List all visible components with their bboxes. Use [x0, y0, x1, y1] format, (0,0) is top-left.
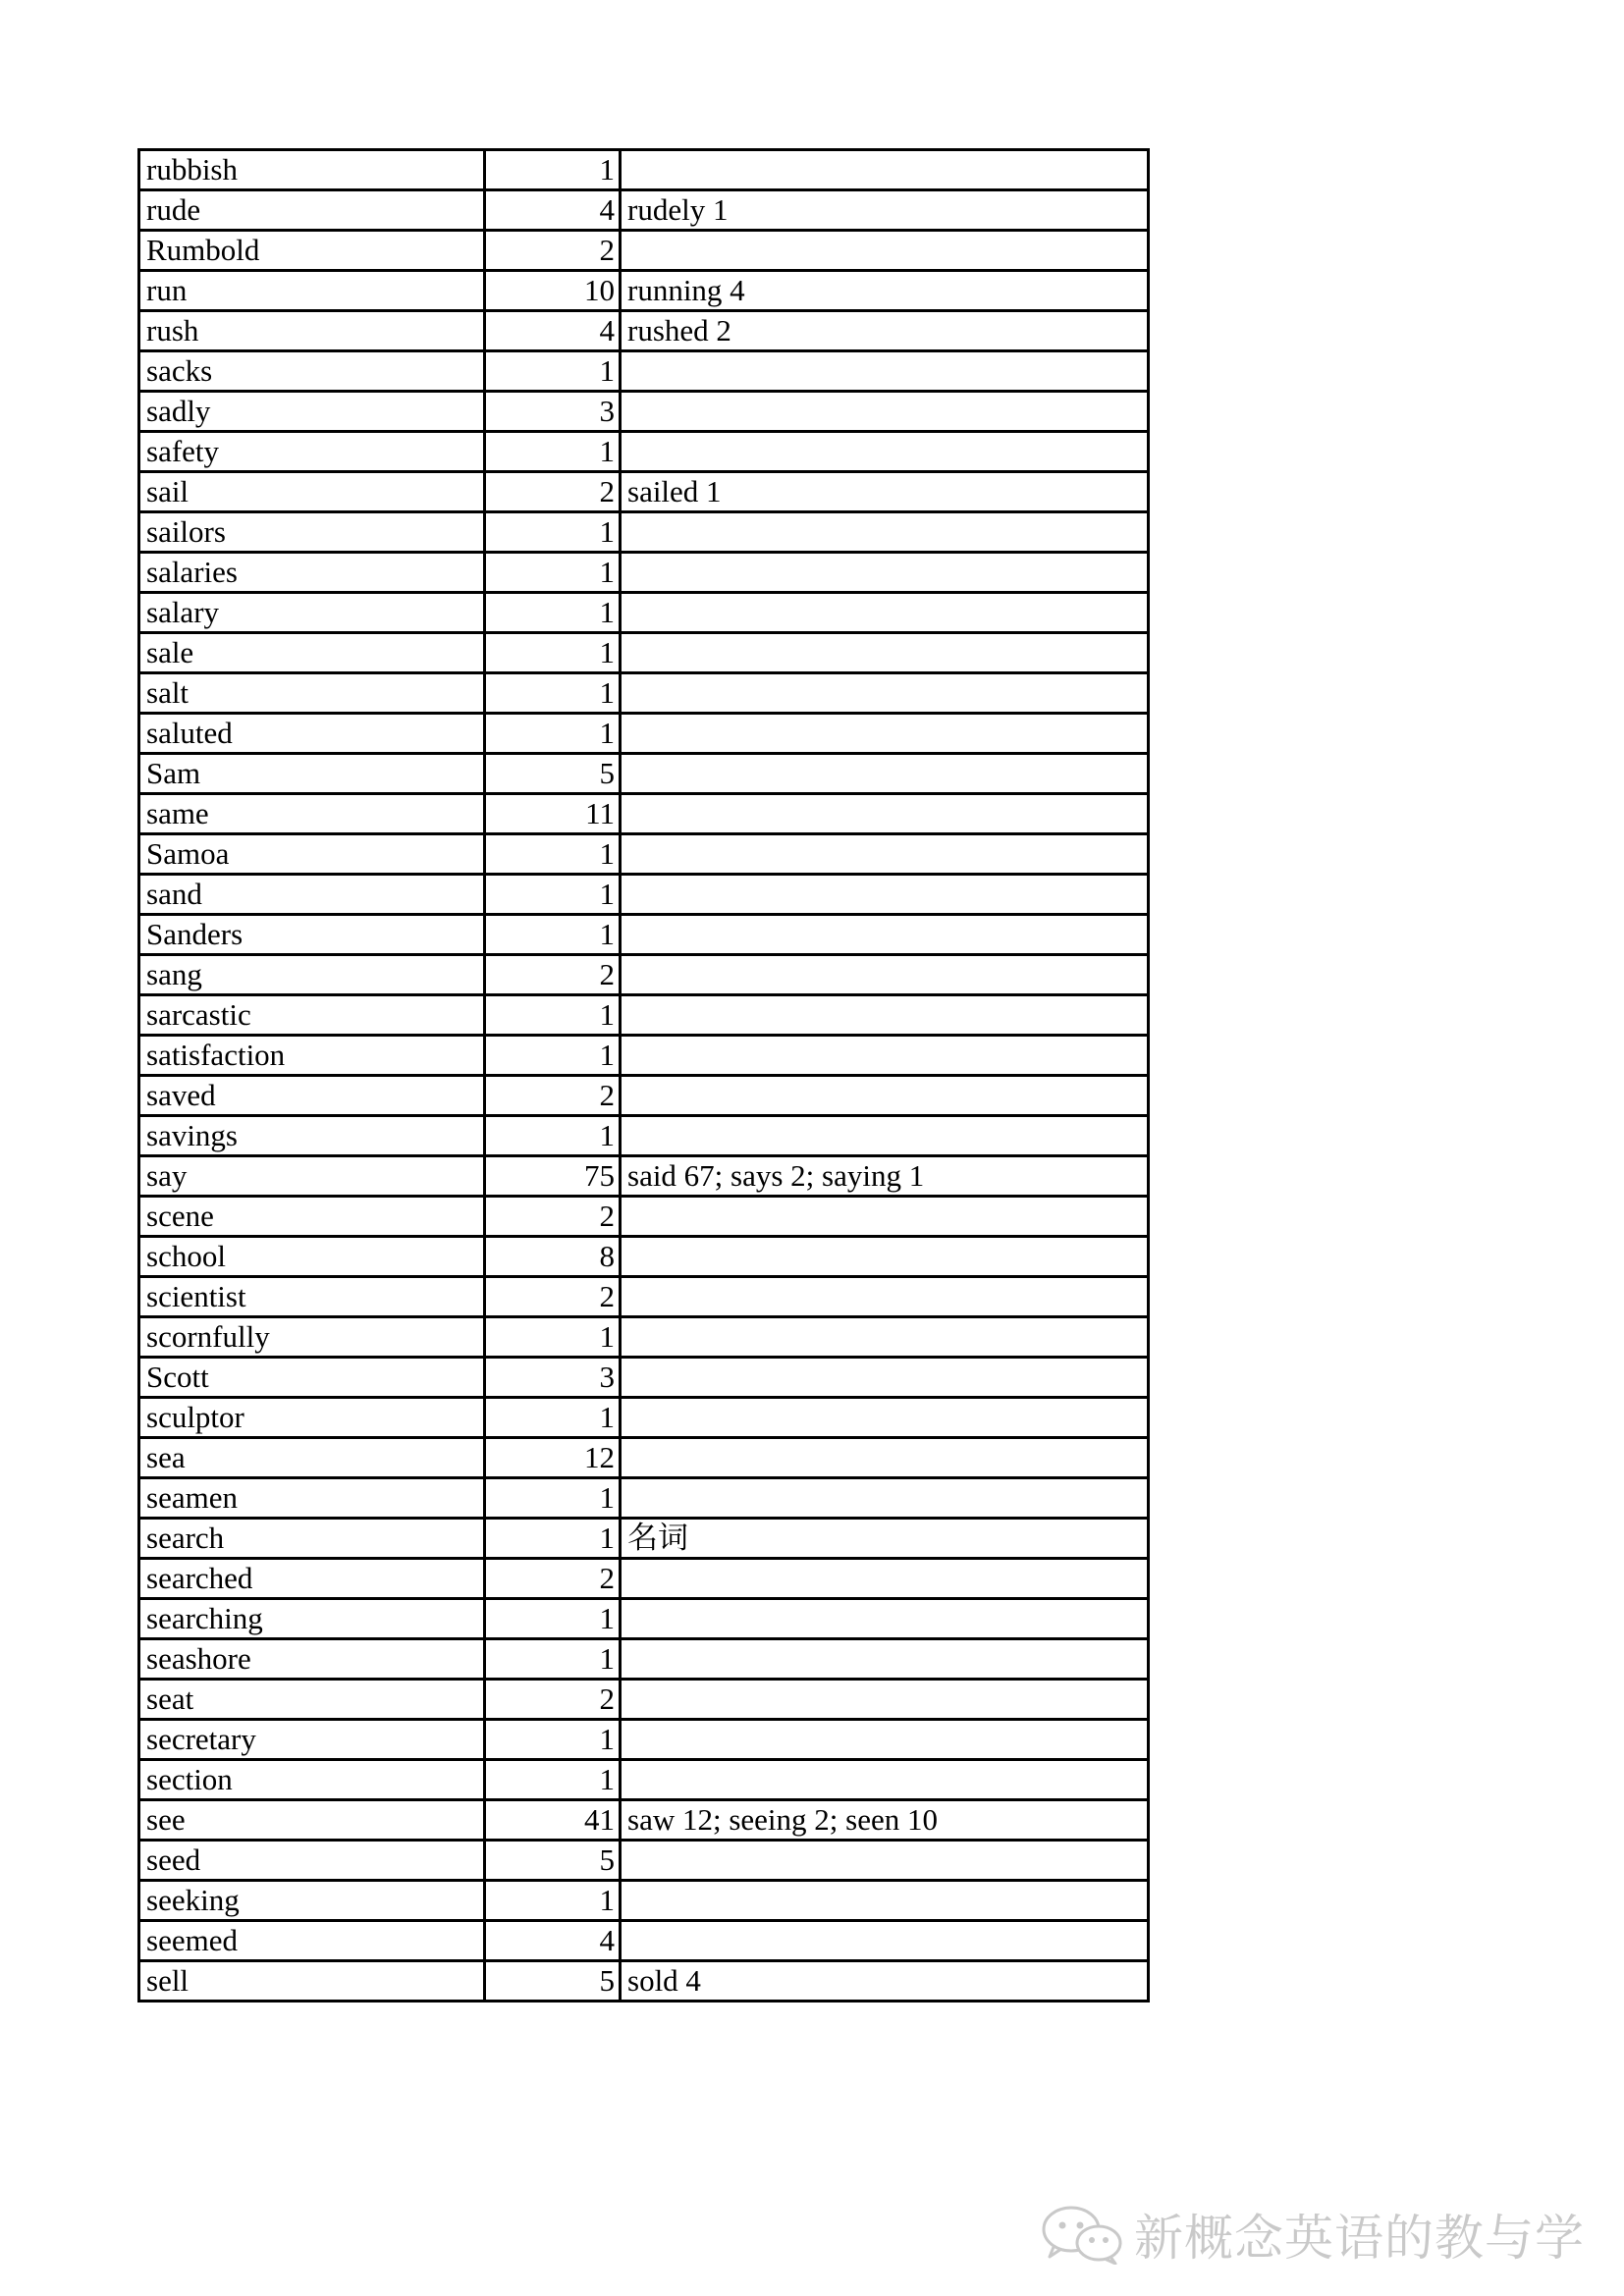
word-cell: seat	[139, 1680, 485, 1720]
table-row	[139, 1197, 1149, 1237]
forms-cell	[621, 1639, 1149, 1680]
word-cell: section	[139, 1760, 485, 1800]
forms-cell	[621, 995, 1149, 1036]
word-cell: salaries	[139, 553, 485, 593]
forms-cell	[621, 1277, 1149, 1317]
word-cell: Rumbold	[139, 231, 485, 271]
count-cell: 8	[485, 1237, 621, 1277]
word-cell: search	[139, 1519, 485, 1559]
forms-cell	[621, 1237, 1149, 1277]
forms-cell	[621, 231, 1149, 271]
word-cell: run	[139, 271, 485, 311]
count-cell: 3	[485, 392, 621, 432]
forms-cell	[621, 1478, 1149, 1519]
table-row	[139, 1036, 1149, 1076]
table-row	[139, 432, 1149, 472]
word-cell: sculptor	[139, 1398, 485, 1438]
forms-cell	[621, 1398, 1149, 1438]
word-cell: seamen	[139, 1478, 485, 1519]
word-table-body	[139, 150, 1149, 2002]
table-row	[139, 311, 1149, 351]
table-row	[139, 231, 1149, 271]
forms-cell	[621, 150, 1149, 190]
table-row	[139, 1800, 1149, 1841]
word-cell: Samoa	[139, 834, 485, 875]
forms-cell	[621, 593, 1149, 633]
word-cell: same	[139, 794, 485, 834]
count-cell: 41	[485, 1800, 621, 1841]
table-row	[139, 1639, 1149, 1680]
word-cell: searching	[139, 1599, 485, 1639]
count-cell: 1	[485, 834, 621, 875]
word-cell: sarcastic	[139, 995, 485, 1036]
watermark-text: 新概念英语的教与学	[1134, 2210, 1585, 2267]
table-row	[139, 553, 1149, 593]
table-row	[139, 1841, 1149, 1881]
table-row	[139, 1559, 1149, 1599]
forms-cell	[621, 1358, 1149, 1398]
count-cell: 1	[485, 1036, 621, 1076]
table-row	[139, 1277, 1149, 1317]
count-cell: 10	[485, 271, 621, 311]
forms-cell	[621, 1197, 1149, 1237]
count-cell: 1	[485, 1478, 621, 1519]
forms-cell	[621, 1881, 1149, 1921]
word-cell: scene	[139, 1197, 485, 1237]
count-cell: 4	[485, 190, 621, 231]
word-cell: school	[139, 1237, 485, 1277]
count-cell: 11	[485, 794, 621, 834]
forms-cell: saw 12; seeing 2; seen 10	[621, 1800, 1149, 1841]
count-cell: 1	[485, 714, 621, 754]
count-cell: 1	[485, 1317, 621, 1358]
table-row	[139, 1760, 1149, 1800]
table-row	[139, 633, 1149, 673]
forms-cell	[621, 1760, 1149, 1800]
word-cell: see	[139, 1800, 485, 1841]
count-cell: 1	[485, 1519, 621, 1559]
forms-cell	[621, 754, 1149, 794]
count-cell: 2	[485, 472, 621, 512]
count-cell: 4	[485, 311, 621, 351]
forms-cell	[621, 1599, 1149, 1639]
word-cell: Sanders	[139, 915, 485, 955]
table-row	[139, 714, 1149, 754]
forms-cell: running 4	[621, 271, 1149, 311]
forms-cell	[621, 512, 1149, 553]
count-cell: 2	[485, 1559, 621, 1599]
table-row	[139, 1921, 1149, 1961]
count-cell: 1	[485, 150, 621, 190]
table-row	[139, 834, 1149, 875]
table-row	[139, 1317, 1149, 1358]
table-row	[139, 794, 1149, 834]
table-row	[139, 754, 1149, 794]
word-cell: sale	[139, 633, 485, 673]
table-row	[139, 392, 1149, 432]
word-cell: salt	[139, 673, 485, 714]
forms-cell	[621, 553, 1149, 593]
count-cell: 1	[485, 1720, 621, 1760]
forms-cell	[621, 875, 1149, 915]
table-row	[139, 1116, 1149, 1156]
watermark	[1040, 2199, 1585, 2269]
count-cell: 1	[485, 593, 621, 633]
table-row	[139, 1438, 1149, 1478]
forms-cell	[621, 1921, 1149, 1961]
word-cell: sea	[139, 1438, 485, 1478]
forms-cell: rudely 1	[621, 190, 1149, 231]
table-row	[139, 1076, 1149, 1116]
wechat-icon	[1040, 2204, 1124, 2265]
forms-cell	[621, 1680, 1149, 1720]
count-cell: 2	[485, 1076, 621, 1116]
forms-cell	[621, 673, 1149, 714]
table-row	[139, 1398, 1149, 1438]
word-cell: seashore	[139, 1639, 485, 1680]
count-cell: 1	[485, 995, 621, 1036]
table-row	[139, 1358, 1149, 1398]
forms-cell	[621, 1036, 1149, 1076]
forms-cell	[621, 351, 1149, 392]
count-cell: 2	[485, 1680, 621, 1720]
word-cell: salary	[139, 593, 485, 633]
table-row	[139, 915, 1149, 955]
forms-cell	[621, 1076, 1149, 1116]
word-cell: Sam	[139, 754, 485, 794]
count-cell: 1	[485, 915, 621, 955]
table-row	[139, 1961, 1149, 2002]
word-cell: sadly	[139, 392, 485, 432]
count-cell: 1	[485, 673, 621, 714]
count-cell: 1	[485, 1639, 621, 1680]
word-cell: saved	[139, 1076, 485, 1116]
count-cell: 4	[485, 1921, 621, 1961]
table-row	[139, 673, 1149, 714]
count-cell: 1	[485, 553, 621, 593]
table-row	[139, 995, 1149, 1036]
count-cell: 3	[485, 1358, 621, 1398]
count-cell: 5	[485, 1961, 621, 2002]
table-row	[139, 1156, 1149, 1197]
forms-cell	[621, 1317, 1149, 1358]
word-cell: sand	[139, 875, 485, 915]
table-row	[139, 1478, 1149, 1519]
table-row	[139, 1720, 1149, 1760]
table-row	[139, 271, 1149, 311]
count-cell: 75	[485, 1156, 621, 1197]
word-cell: scientist	[139, 1277, 485, 1317]
count-cell: 1	[485, 1760, 621, 1800]
table-row	[139, 190, 1149, 231]
forms-cell	[621, 794, 1149, 834]
forms-cell: rushed 2	[621, 311, 1149, 351]
word-cell: seeking	[139, 1881, 485, 1921]
table-row	[139, 1599, 1149, 1639]
count-cell: 12	[485, 1438, 621, 1478]
table-row	[139, 150, 1149, 190]
word-cell: sailors	[139, 512, 485, 553]
table-row	[139, 955, 1149, 995]
table-row	[139, 472, 1149, 512]
forms-cell	[621, 1841, 1149, 1881]
forms-cell	[621, 1720, 1149, 1760]
forms-cell	[621, 834, 1149, 875]
word-cell: seemed	[139, 1921, 485, 1961]
word-cell: Scott	[139, 1358, 485, 1398]
count-cell: 1	[485, 875, 621, 915]
word-cell: rubbish	[139, 150, 485, 190]
forms-cell	[621, 633, 1149, 673]
count-cell: 5	[485, 754, 621, 794]
word-cell: satisfaction	[139, 1036, 485, 1076]
table-row	[139, 1519, 1149, 1559]
word-cell: say	[139, 1156, 485, 1197]
word-cell: scornfully	[139, 1317, 485, 1358]
forms-cell	[621, 392, 1149, 432]
count-cell: 1	[485, 633, 621, 673]
count-cell: 5	[485, 1841, 621, 1881]
count-cell: 1	[485, 1398, 621, 1438]
forms-cell: said 67; says 2; saying 1	[621, 1156, 1149, 1197]
word-cell: safety	[139, 432, 485, 472]
count-cell: 2	[485, 1197, 621, 1237]
forms-cell	[621, 432, 1149, 472]
count-cell: 2	[485, 955, 621, 995]
count-cell: 1	[485, 1599, 621, 1639]
word-frequency-table	[137, 148, 1150, 2002]
word-cell: rude	[139, 190, 485, 231]
table-row	[139, 1680, 1149, 1720]
forms-cell	[621, 714, 1149, 754]
table-row	[139, 593, 1149, 633]
forms-cell	[621, 915, 1149, 955]
count-cell: 1	[485, 1881, 621, 1921]
forms-cell	[621, 1559, 1149, 1599]
word-cell: sail	[139, 472, 485, 512]
count-cell: 1	[485, 351, 621, 392]
forms-cell	[621, 955, 1149, 995]
count-cell: 1	[485, 512, 621, 553]
count-cell: 1	[485, 432, 621, 472]
table-row	[139, 875, 1149, 915]
word-cell: secretary	[139, 1720, 485, 1760]
forms-cell	[621, 1116, 1149, 1156]
count-cell: 2	[485, 1277, 621, 1317]
table-row	[139, 1237, 1149, 1277]
table-row	[139, 351, 1149, 392]
table-row	[139, 512, 1149, 553]
count-cell: 2	[485, 231, 621, 271]
word-cell: sacks	[139, 351, 485, 392]
word-cell: saluted	[139, 714, 485, 754]
forms-cell: sailed 1	[621, 472, 1149, 512]
word-cell: sang	[139, 955, 485, 995]
word-cell: seed	[139, 1841, 485, 1881]
word-cell: savings	[139, 1116, 485, 1156]
forms-cell: sold 4	[621, 1961, 1149, 2002]
table-row	[139, 1881, 1149, 1921]
word-cell: sell	[139, 1961, 485, 2002]
count-cell: 1	[485, 1116, 621, 1156]
word-cell: rush	[139, 311, 485, 351]
forms-cell	[621, 1438, 1149, 1478]
word-cell: searched	[139, 1559, 485, 1599]
forms-cell: 名词	[621, 1519, 1149, 1559]
